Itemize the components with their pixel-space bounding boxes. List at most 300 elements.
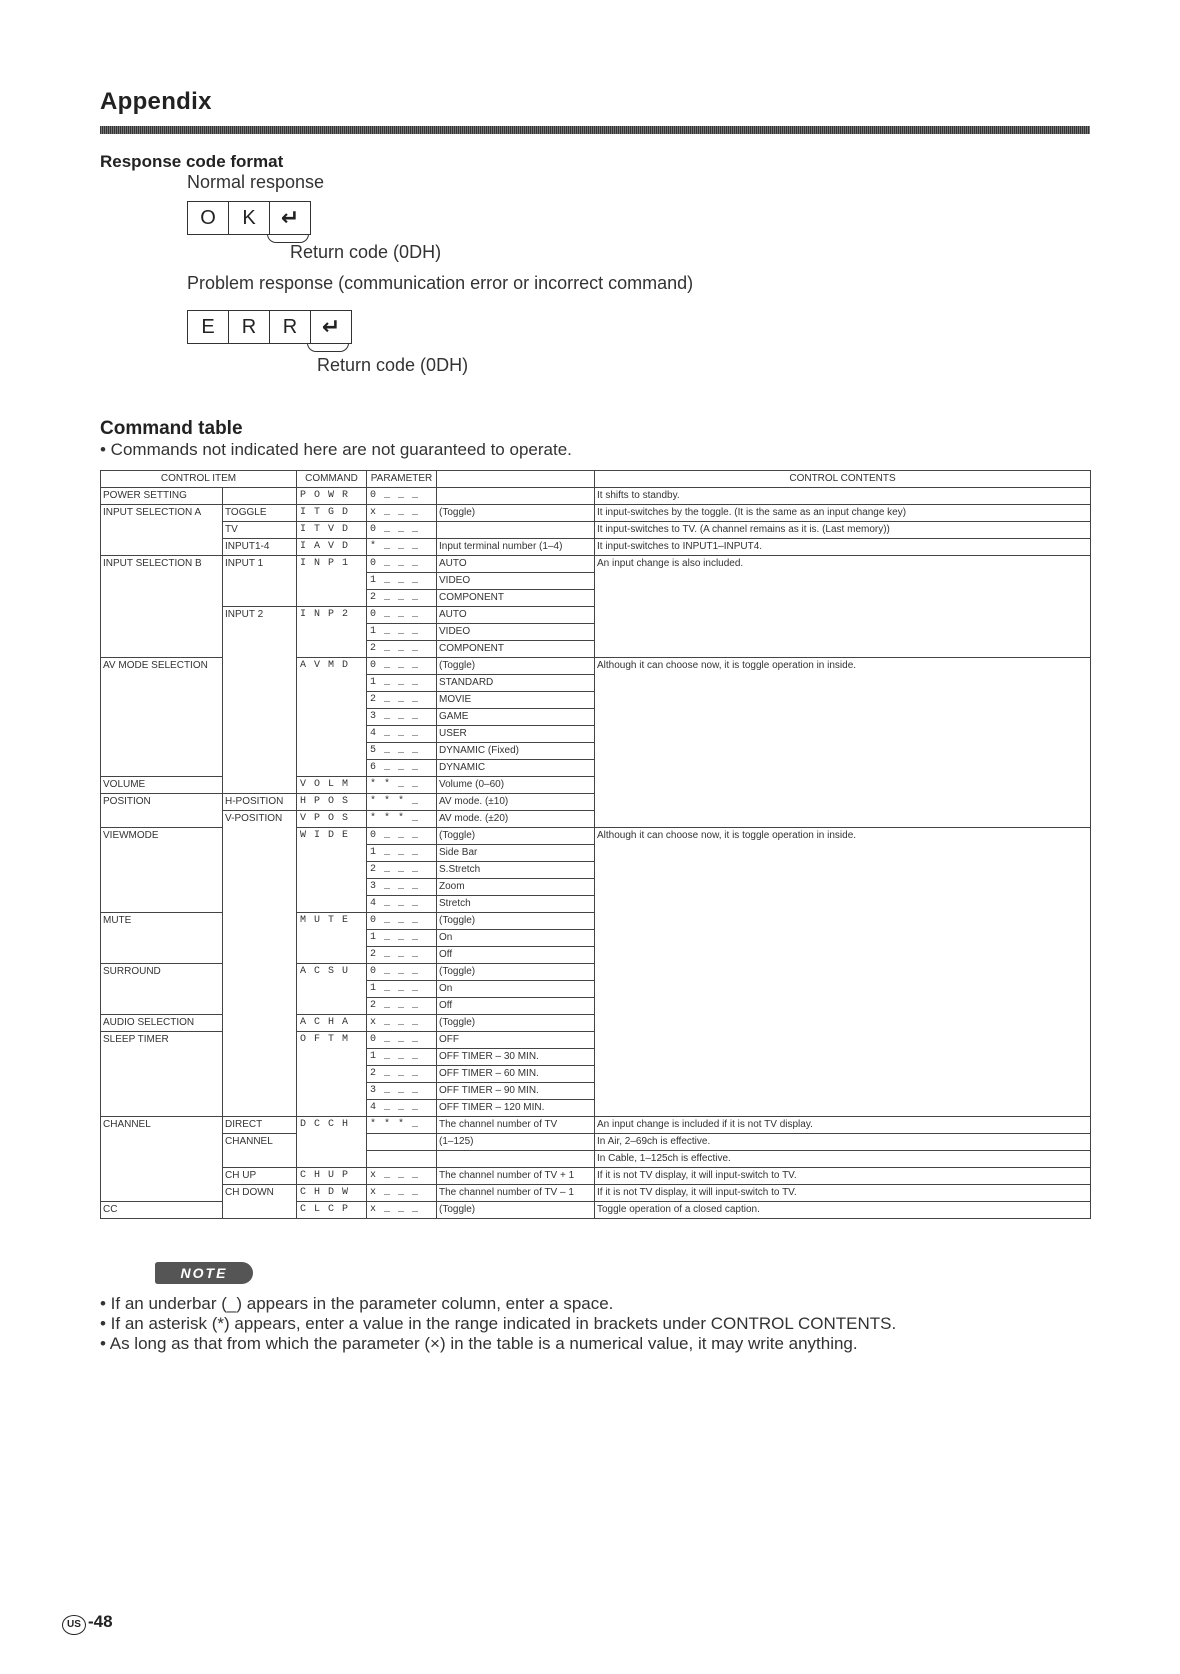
- content-cell: [595, 913, 1091, 930]
- content-cell: [595, 845, 1091, 862]
- item-cell: [101, 1134, 223, 1151]
- content-cell: [595, 760, 1091, 777]
- command-cell: [297, 930, 367, 947]
- item-cell: CC: [101, 1202, 223, 1219]
- sub-item-cell: [223, 1066, 297, 1083]
- table-row: [101, 1185, 1091, 1202]
- item-cell: [101, 930, 223, 947]
- item-cell: AUDIO SELECTION: [101, 1015, 223, 1032]
- table-row: [101, 879, 1091, 896]
- sub-item-cell: [223, 675, 297, 692]
- item-cell: [101, 947, 223, 964]
- table-row: [101, 794, 1091, 811]
- description-cell: Side Bar: [437, 845, 595, 862]
- item-cell: [101, 624, 223, 641]
- content-cell: Although it can choose now, it is toggle operation in inside.: [595, 828, 1091, 845]
- return-code-label: Return code (0DH): [290, 242, 442, 262]
- item-cell: [101, 675, 223, 692]
- description-cell: On: [437, 981, 595, 998]
- description-cell: (Toggle): [437, 913, 595, 930]
- command-cell: [297, 590, 367, 607]
- content-cell: Although it can choose now, it is toggle operation in inside.: [595, 658, 1091, 675]
- content-cell: It input-switches to TV. (A channel remains as it is. (Last memory)): [595, 522, 1091, 539]
- code-cell: K: [229, 202, 270, 234]
- command-cell: A V M D: [297, 658, 367, 675]
- content-cell: [595, 981, 1091, 998]
- content-cell: [595, 573, 1091, 590]
- description-cell: Stretch: [437, 896, 595, 913]
- item-cell: [101, 726, 223, 743]
- item-cell: [101, 1151, 223, 1168]
- table-row: [101, 1049, 1091, 1066]
- page-number: [62, 1612, 113, 1635]
- table-row: [101, 1032, 1091, 1049]
- item-cell: [101, 760, 223, 777]
- command-cell: C H D W: [297, 1185, 367, 1202]
- description-cell: The channel number of TV – 1: [437, 1185, 595, 1202]
- table-row: [101, 709, 1091, 726]
- table-row: [101, 726, 1091, 743]
- col-header: CONTROL CONTENTS: [595, 471, 1091, 488]
- table-row: [101, 1168, 1091, 1185]
- command-cell: [297, 896, 367, 913]
- description-cell: Off: [437, 998, 595, 1015]
- description-cell: MOVIE: [437, 692, 595, 709]
- table-row: [101, 998, 1091, 1015]
- sub-item-cell: [223, 743, 297, 760]
- sub-item-cell: [223, 488, 297, 505]
- description-cell: The channel number of TV + 1: [437, 1168, 595, 1185]
- parameter-cell: 3 _ _ _: [367, 1083, 437, 1100]
- description-cell: (1–125): [437, 1134, 595, 1151]
- item-cell: [101, 811, 223, 828]
- table-row: [101, 896, 1091, 913]
- parameter-cell: 0 _ _ _: [367, 828, 437, 845]
- parameter-cell: * * _ _: [367, 777, 437, 794]
- command-cell: D C C H: [297, 1117, 367, 1134]
- table-row: [101, 1151, 1091, 1168]
- item-cell: [101, 845, 223, 862]
- item-cell: [101, 573, 223, 590]
- description-cell: AV mode. (±20): [437, 811, 595, 828]
- item-cell: AV MODE SELECTION: [101, 658, 223, 675]
- normal-response-label: Normal response: [187, 172, 325, 192]
- content-cell: If it is not TV display, it will input-switch to TV.: [595, 1168, 1091, 1185]
- command-cell: [297, 641, 367, 658]
- command-cell: [297, 709, 367, 726]
- parameter-cell: 1 _ _ _: [367, 981, 437, 998]
- sub-item-cell: [223, 777, 297, 794]
- table-row: [101, 675, 1091, 692]
- command-cell: [297, 947, 367, 964]
- table-body: [101, 488, 1091, 1219]
- table-row: [101, 1066, 1091, 1083]
- sub-item-cell: CH DOWN: [223, 1185, 297, 1202]
- table-row: [101, 1202, 1091, 1219]
- command-cell: [297, 998, 367, 1015]
- col-header: PARAMETER: [367, 471, 437, 488]
- parameter-cell: 0 _ _ _: [367, 913, 437, 930]
- command-cell: [297, 1083, 367, 1100]
- table-header-row: [101, 471, 1091, 488]
- item-cell: POWER SETTING: [101, 488, 223, 505]
- command-cell: V P O S: [297, 811, 367, 828]
- table-row: [101, 862, 1091, 879]
- content-cell: [595, 964, 1091, 981]
- normal-response-code: [187, 201, 311, 235]
- command-cell: C H U P: [297, 1168, 367, 1185]
- sub-item-cell: [223, 896, 297, 913]
- page-title: Appendix: [100, 88, 212, 115]
- content-cell: [595, 624, 1091, 641]
- return-brace: [307, 343, 349, 352]
- table-row: [101, 573, 1091, 590]
- table-row: [101, 488, 1091, 505]
- item-cell: VIEWMODE: [101, 828, 223, 845]
- parameter-cell: 2 _ _ _: [367, 947, 437, 964]
- parameter-cell: 2 _ _ _: [367, 692, 437, 709]
- item-cell: [101, 709, 223, 726]
- parameter-cell: 1 _ _ _: [367, 930, 437, 947]
- table-row: [101, 1117, 1091, 1134]
- command-cell: V O L M: [297, 777, 367, 794]
- command-cell: I A V D: [297, 539, 367, 556]
- region-badge: US: [62, 1615, 86, 1635]
- sub-item-cell: TOGGLE: [223, 505, 297, 522]
- table-row: [101, 641, 1091, 658]
- table-row: [101, 964, 1091, 981]
- table-row: [101, 539, 1091, 556]
- sub-item-cell: H-POSITION: [223, 794, 297, 811]
- sub-item-cell: INPUT 2: [223, 607, 297, 624]
- content-cell: In Cable, 1–125ch is effective.: [595, 1151, 1091, 1168]
- description-cell: DYNAMIC (Fixed): [437, 743, 595, 760]
- content-cell: [595, 794, 1091, 811]
- table-row: [101, 1083, 1091, 1100]
- note-bullet: • If an asterisk (*) appears, enter a value in the range indicated in brackets under CONTROL CONTENTS.: [100, 1314, 897, 1333]
- sub-item-cell: [223, 573, 297, 590]
- item-cell: [101, 539, 223, 556]
- command-cell: [297, 760, 367, 777]
- sub-item-cell: [223, 998, 297, 1015]
- command-cell: [297, 692, 367, 709]
- problem-response-label: Problem response (communication error or incorrect command): [187, 273, 694, 293]
- description-cell: (Toggle): [437, 1202, 595, 1219]
- command-cell: I N P 1: [297, 556, 367, 573]
- table-row: [101, 607, 1091, 624]
- parameter-cell: 0 _ _ _: [367, 658, 437, 675]
- item-cell: [101, 896, 223, 913]
- content-cell: [595, 1083, 1091, 1100]
- parameter-cell: 2 _ _ _: [367, 998, 437, 1015]
- table-row: [101, 1100, 1091, 1117]
- table-row: [101, 913, 1091, 930]
- content-cell: In Air, 2–69ch is effective.: [595, 1134, 1091, 1151]
- description-cell: The channel number of TV: [437, 1117, 595, 1134]
- command-cell: [297, 879, 367, 896]
- table-row: [101, 743, 1091, 760]
- command-cell: [297, 1049, 367, 1066]
- return-arrow-icon: ↵: [321, 314, 341, 339]
- table-row: [101, 556, 1091, 573]
- table-row: [101, 845, 1091, 862]
- command-cell: [297, 1100, 367, 1117]
- sub-item-cell: V-POSITION: [223, 811, 297, 828]
- parameter-cell: 0 _ _ _: [367, 1032, 437, 1049]
- description-cell: Off: [437, 947, 595, 964]
- content-cell: [595, 743, 1091, 760]
- parameter-cell: * * * _: [367, 1117, 437, 1134]
- description-cell: S.Stretch: [437, 862, 595, 879]
- return-code-label: Return code (0DH): [317, 355, 469, 375]
- item-cell: [101, 522, 223, 539]
- parameter-cell: 2 _ _ _: [367, 590, 437, 607]
- code-cell: E: [188, 311, 229, 343]
- description-cell: COMPONENT: [437, 641, 595, 658]
- command-table: [100, 470, 1091, 1219]
- command-cell: W I D E: [297, 828, 367, 845]
- parameter-cell: x _ _ _: [367, 505, 437, 522]
- content-cell: [595, 896, 1091, 913]
- parameter-cell: 1 _ _ _: [367, 1049, 437, 1066]
- command-cell: A C H A: [297, 1015, 367, 1032]
- command-cell: P O W R: [297, 488, 367, 505]
- command-cell: I T V D: [297, 522, 367, 539]
- parameter-cell: 4 _ _ _: [367, 1100, 437, 1117]
- parameter-cell: 4 _ _ _: [367, 896, 437, 913]
- command-cell: H P O S: [297, 794, 367, 811]
- parameter-cell: 1 _ _ _: [367, 675, 437, 692]
- sub-item-cell: [223, 658, 297, 675]
- parameter-cell: 4 _ _ _: [367, 726, 437, 743]
- parameter-cell: * * * _: [367, 811, 437, 828]
- description-cell: DYNAMIC: [437, 760, 595, 777]
- page-number-text: -48: [88, 1612, 113, 1631]
- sub-item-cell: [223, 1032, 297, 1049]
- description-cell: AV mode. (±10): [437, 794, 595, 811]
- item-cell: VOLUME: [101, 777, 223, 794]
- table-row: [101, 777, 1091, 794]
- content-cell: It shifts to standby.: [595, 488, 1091, 505]
- sub-item-cell: INPUT1-4: [223, 539, 297, 556]
- code-cell: R: [229, 311, 270, 343]
- description-cell: GAME: [437, 709, 595, 726]
- item-cell: INPUT SELECTION A: [101, 505, 223, 522]
- response-format-heading: Response code format: [100, 152, 284, 171]
- table-row: [101, 981, 1091, 998]
- parameter-cell: 6 _ _ _: [367, 760, 437, 777]
- description-cell: OFF TIMER – 60 MIN.: [437, 1066, 595, 1083]
- item-cell: SURROUND: [101, 964, 223, 981]
- item-cell: [101, 862, 223, 879]
- sub-item-cell: [223, 1151, 297, 1168]
- description-cell: VIDEO: [437, 624, 595, 641]
- parameter-cell: x _ _ _: [367, 1185, 437, 1202]
- description-cell: STANDARD: [437, 675, 595, 692]
- note-bullet: • If an underbar (_) appears in the parameter column, enter a space.: [100, 1294, 614, 1313]
- parameter-cell: * * * _: [367, 794, 437, 811]
- item-cell: [101, 1066, 223, 1083]
- command-table-note: • Commands not indicated here are not guaranteed to operate.: [100, 440, 572, 459]
- description-cell: AUTO: [437, 556, 595, 573]
- sub-item-cell: [223, 862, 297, 879]
- sub-item-cell: [223, 1100, 297, 1117]
- item-cell: CHANNEL: [101, 1117, 223, 1134]
- table-row: [101, 828, 1091, 845]
- sub-item-cell: [223, 845, 297, 862]
- description-cell: On: [437, 930, 595, 947]
- sub-item-cell: [223, 1015, 297, 1032]
- command-cell: [297, 1151, 367, 1168]
- parameter-cell: 1 _ _ _: [367, 624, 437, 641]
- table-row: [101, 1015, 1091, 1032]
- command-cell: [297, 743, 367, 760]
- content-cell: [595, 1066, 1091, 1083]
- item-cell: [101, 1083, 223, 1100]
- code-cell: O: [188, 202, 229, 234]
- content-cell: It input-switches to INPUT1–INPUT4.: [595, 539, 1091, 556]
- content-cell: [595, 607, 1091, 624]
- content-cell: It input-switches by the toggle. (It is the same as an input change key): [595, 505, 1091, 522]
- content-cell: [595, 947, 1091, 964]
- description-cell: OFF TIMER – 120 MIN.: [437, 1100, 595, 1117]
- content-cell: [595, 998, 1091, 1015]
- item-cell: [101, 692, 223, 709]
- content-cell: [595, 777, 1091, 794]
- problem-response-code: [187, 310, 352, 344]
- command-cell: [297, 845, 367, 862]
- command-cell: [297, 624, 367, 641]
- sub-item-cell: CH UP: [223, 1168, 297, 1185]
- command-cell: [297, 726, 367, 743]
- table-row: [101, 505, 1091, 522]
- parameter-cell: 0 _ _ _: [367, 522, 437, 539]
- content-cell: [595, 1032, 1091, 1049]
- description-cell: [437, 488, 595, 505]
- table-row: [101, 522, 1091, 539]
- description-cell: OFF: [437, 1032, 595, 1049]
- table-row: [101, 811, 1091, 828]
- description-cell: OFF TIMER – 90 MIN.: [437, 1083, 595, 1100]
- table-row: [101, 930, 1091, 947]
- parameter-cell: 1 _ _ _: [367, 845, 437, 862]
- return-arrow-icon: ↵: [280, 205, 300, 230]
- content-cell: [595, 709, 1091, 726]
- description-cell: VIDEO: [437, 573, 595, 590]
- content-cell: If it is not TV display, it will input-switch to TV.: [595, 1185, 1091, 1202]
- content-cell: [595, 590, 1091, 607]
- item-cell: [101, 641, 223, 658]
- item-cell: [101, 743, 223, 760]
- description-cell: (Toggle): [437, 658, 595, 675]
- sub-item-cell: [223, 1083, 297, 1100]
- content-cell: [595, 1049, 1091, 1066]
- parameter-cell: [367, 1151, 437, 1168]
- description-cell: AUTO: [437, 607, 595, 624]
- content-cell: [595, 692, 1091, 709]
- parameter-cell: 2 _ _ _: [367, 862, 437, 879]
- parameter-cell: 0 _ _ _: [367, 556, 437, 573]
- table-row: [101, 624, 1091, 641]
- parameter-cell: 0 _ _ _: [367, 607, 437, 624]
- sub-item-cell: [223, 879, 297, 896]
- description-cell: [437, 1151, 595, 1168]
- parameter-cell: 2 _ _ _: [367, 641, 437, 658]
- description-cell: Volume (0–60): [437, 777, 595, 794]
- description-cell: (Toggle): [437, 828, 595, 845]
- item-cell: [101, 1049, 223, 1066]
- col-header: CONTROL ITEM: [101, 471, 297, 488]
- command-cell: A C S U: [297, 964, 367, 981]
- sub-item-cell: [223, 913, 297, 930]
- command-cell: [297, 675, 367, 692]
- item-cell: [101, 590, 223, 607]
- code-cell: R: [270, 311, 311, 343]
- note-label: NOTE: [180, 1265, 228, 1281]
- content-cell: An input change is also included.: [595, 556, 1091, 573]
- parameter-cell: x _ _ _: [367, 1202, 437, 1219]
- parameter-cell: 3 _ _ _: [367, 879, 437, 896]
- command-cell: [297, 1134, 367, 1151]
- sub-item-cell: [223, 590, 297, 607]
- item-cell: [101, 1185, 223, 1202]
- sub-item-cell: [223, 624, 297, 641]
- sub-item-cell: INPUT 1: [223, 556, 297, 573]
- sub-item-cell: TV: [223, 522, 297, 539]
- table-row: [101, 692, 1091, 709]
- description-cell: Input terminal number (1–4): [437, 539, 595, 556]
- title-rule: [100, 126, 1090, 134]
- sub-item-cell: [223, 709, 297, 726]
- command-cell: C L C P: [297, 1202, 367, 1219]
- description-cell: (Toggle): [437, 505, 595, 522]
- item-cell: [101, 998, 223, 1015]
- table-row: [101, 947, 1091, 964]
- parameter-cell: * _ _ _: [367, 539, 437, 556]
- sub-item-cell: [223, 828, 297, 845]
- description-cell: (Toggle): [437, 1015, 595, 1032]
- sub-item-cell: [223, 981, 297, 998]
- command-cell: [297, 862, 367, 879]
- col-header-blank: [437, 471, 595, 488]
- parameter-cell: 0 _ _ _: [367, 964, 437, 981]
- parameter-cell: [367, 1134, 437, 1151]
- parameter-cell: 5 _ _ _: [367, 743, 437, 760]
- command-cell: M U T E: [297, 913, 367, 930]
- command-cell: I N P 2: [297, 607, 367, 624]
- content-cell: An input change is included if it is not TV display.: [595, 1117, 1091, 1134]
- sub-item-cell: [223, 1049, 297, 1066]
- note-badge: [155, 1262, 253, 1284]
- sub-item-cell: [223, 641, 297, 658]
- col-header: COMMAND: [297, 471, 367, 488]
- content-cell: [595, 930, 1091, 947]
- content-cell: [595, 811, 1091, 828]
- sub-item-cell: [223, 947, 297, 964]
- item-cell: [101, 981, 223, 998]
- item-cell: POSITION: [101, 794, 223, 811]
- command-table-heading: Command table: [100, 418, 243, 439]
- item-cell: [101, 607, 223, 624]
- content-cell: [595, 879, 1091, 896]
- content-cell: [595, 1100, 1091, 1117]
- command-cell: I T G D: [297, 505, 367, 522]
- description-cell: Zoom: [437, 879, 595, 896]
- description-cell: USER: [437, 726, 595, 743]
- description-cell: OFF TIMER – 30 MIN.: [437, 1049, 595, 1066]
- parameter-cell: x _ _ _: [367, 1015, 437, 1032]
- note-bullet: • As long as that from which the parameter (×) in the table is a numerical value, it may write anything.: [100, 1334, 858, 1353]
